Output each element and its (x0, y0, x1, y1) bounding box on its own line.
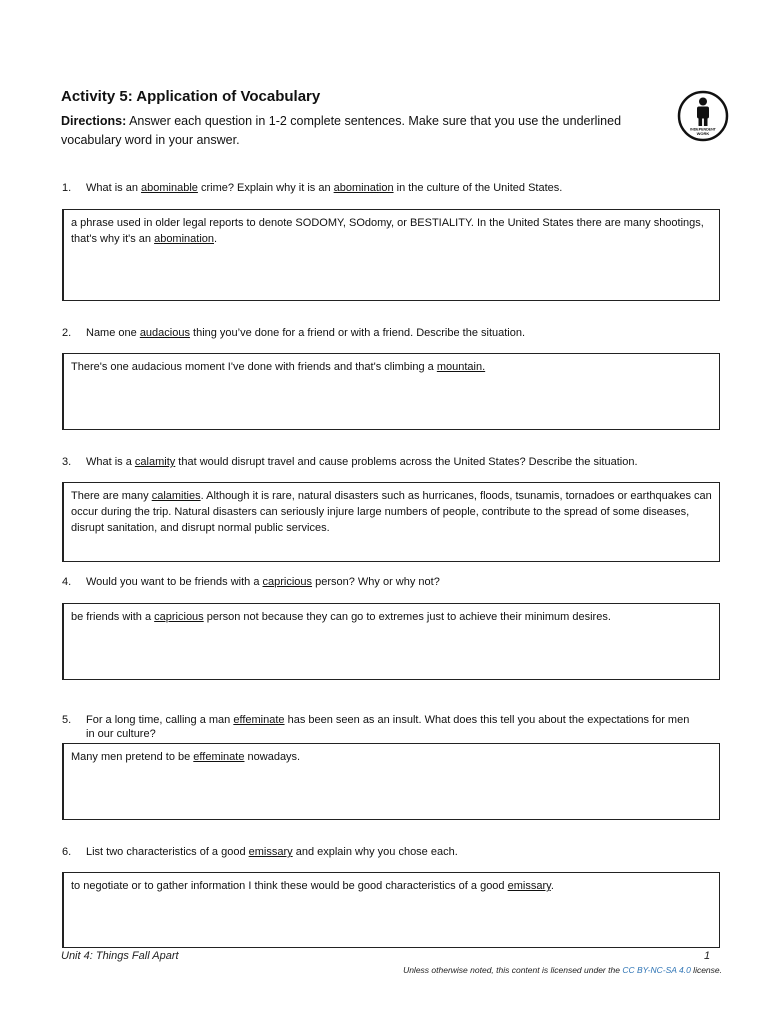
vocab-word: abomination (333, 182, 394, 194)
answer-box-1[interactable]: a phrase used in older legal reports to denote SODOMY, SOdomy, or BESTIALITY. In the United States there are many shootings, that's why it's an abomination. (62, 209, 720, 301)
vocab-word: audacious (139, 327, 190, 339)
question-3: 3. What is a calamity that would disrupt travel and cause problems across the United States? Describe the situation. (62, 456, 638, 468)
question-5: 5. For a long time, calling a man effeminate has been seen as an insult. What does this tell you about the expectations for men in our culture? (62, 714, 690, 740)
answer-box-4[interactable]: be friends with a capricious person not because they can go to extremes just to achieve their minimum desires. (62, 603, 720, 680)
directions (61, 112, 651, 150)
page-title: Activity 5: Application of Vocabulary (61, 88, 321, 105)
vocab-word: calamity (134, 456, 176, 468)
answer-box-3[interactable]: There are many calamities. Although it is rare, natural disasters such as hurricanes, floods, tsunamis, tornadoes or earthquakes can occur during the trip. Natural disasters can seriously injure large numbers of people, contribute to the spread of some diseases, disrupt sanitation, and disrupt normal public services. (62, 482, 720, 562)
vocab-word: emissary (248, 846, 293, 858)
directions-label: Directions: (61, 114, 127, 128)
person-icon (677, 90, 729, 142)
license-note: Unless otherwise noted, this content is licensed under the CC BY-NC-SA 4.0 license. (403, 965, 722, 975)
vocab-word: abominable (141, 182, 198, 194)
badge-line1: INDEPENDENT (690, 127, 716, 132)
question-6: 6. List two characteristics of a good emissary and explain why you chose each. (62, 846, 458, 858)
answer-box-5[interactable]: Many men pretend to be effeminate nowadays. (62, 743, 720, 820)
question-4: 4. Would you want to be friends with a capricious person? Why or why not? (62, 576, 440, 588)
license-link[interactable]: CC BY-NC-SA 4.0 (622, 965, 691, 975)
badge-line2: WORK (696, 131, 710, 136)
vocab-word: effeminate (233, 714, 285, 726)
question-2: 2. Name one audacious thing you’ve done for a friend or with a friend. Describe the situation. (62, 327, 526, 339)
vocab-word: capricious (262, 576, 313, 588)
page-number: 1 (704, 950, 711, 962)
question-1: 1. What is an abominable crime? Explain why it is an abomination in the culture of the United States. (62, 182, 563, 194)
directions-text: Answer each question in 1-2 complete sentences. Make sure that you use the underlined vocabulary word in your answer. (61, 114, 622, 147)
footer-unit: Unit 4: Things Fall Apart (61, 950, 179, 962)
answer-box-2[interactable]: There's one audacious moment I've done with friends and that's climbing a mountain. (62, 353, 720, 430)
answer-box-6[interactable]: to negotiate or to gather information I think these would be good characteristics of a good emissary. (62, 872, 720, 948)
independent-work-badge (677, 90, 729, 142)
